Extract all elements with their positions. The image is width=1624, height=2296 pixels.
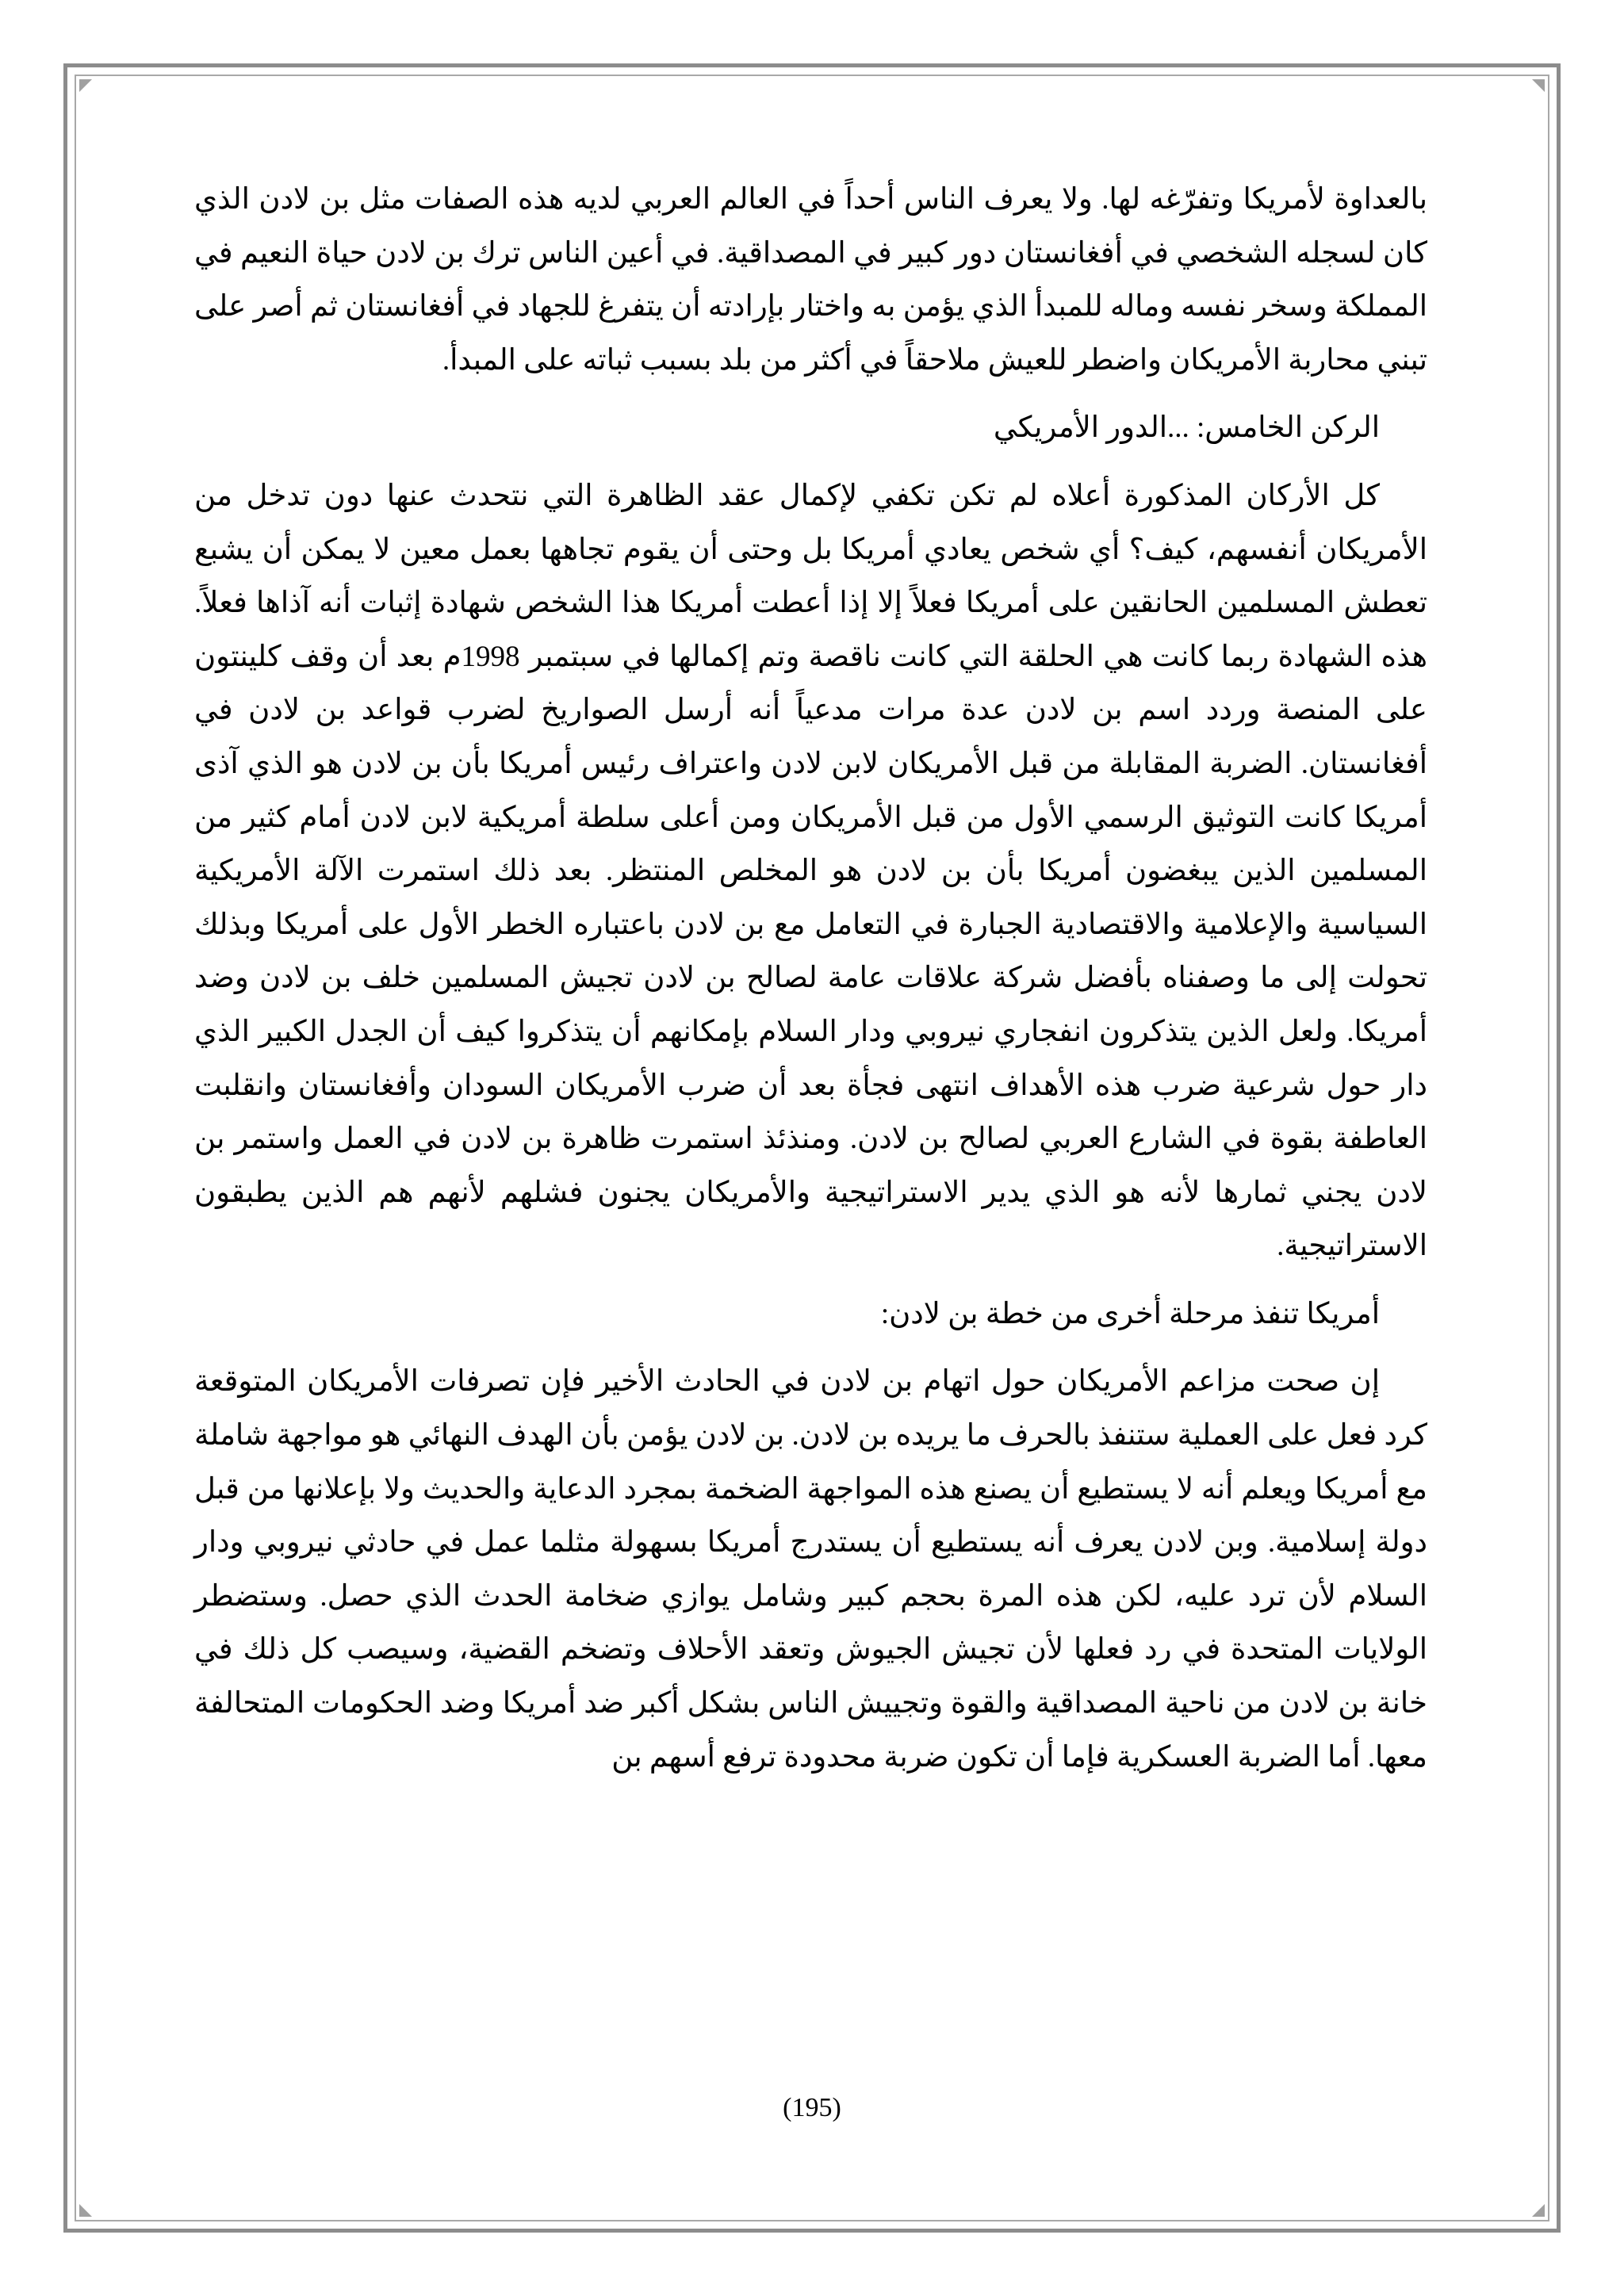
paragraph-american-role: كل الأركان المذكورة أعلاه لم تكن تكفي لإكمال عقد الظاهرة التي نتحدث عنها دون تدخل من الأمريكان أنفسهم، كيف؟ أي شخص يعادي أمريكا بل وحتى أن يقوم تجاهها بعمل معين لا يمكن أن يشبع تعطش المسلمين الحانقين على أمريكا فعلاً إلا إذا أعطت أمريكا هذا الشخص شهادة إثبات أنه آذاها فعلاً. هذه الشهادة ربما كانت هي الحلقة التي كانت ناقصة وتم إكمالها في سبتمبر 1998م بعد أن وقف كلينتون على المنصة وردد اسم بن لادن عدة مرات مدعياً أنه أرسل الصواريخ لضرب قواعد بن لادن في أفغانستان. الضربة المقابلة من قبل الأمريكان لابن لادن واعتراف رئيس أمريكا بأن بن لادن هو الذي آذى أمريكا كانت التوثيق الرسمي الأول من قبل الأمريكان ومن أعلى سلطة أمريكية لابن لادن أمام كثير من المسلمين الذين يبغضون أمريكا بأن بن لادن هو المخلص المنتظر. بعد ذلك استمرت الآلة الأمريكية السياسية والإعلامية والاقتصادية الجبارة في التعامل مع بن لادن باعتباره الخطر الأول على أمريكا وبذلك تحولت إلى ما وصفناه بأفضل شركة علاقات عامة لصالح بن لادن تجيش المسلمين خلف بن لادن وضد أمريكا. ولعل الذين يتذكرون انفجاري نيروبي ودار السلام بإمكانهم أن يتذكروا كيف أن الجدل الكبير الذي دار حول شرعية ضرب هذه الأهداف انتهى فجأة بعد أن ضرب الأمريكان السودان وأفغانستان وانقلبت العاطفة بقوة في الشارع العربي لصالح بن لادن. ومنذئذ استمرت ظاهرة بن لادن في العمل واستمر بن لادن يجني ثمارها لأنه هو الذي يدير الاستراتيجية والأمريكان يجنون فشلهم لأنهم هم الذين يطبقون الاستراتيجية. — [194, 479, 1427, 1263]
corner-ornament-bottom-left — [79, 2204, 92, 2217]
section-heading-fifth-pillar: الركن الخامس: ...الدور الأمريكي — [993, 411, 1380, 445]
section-heading-next-phase: أمريكا تنفذ مرحلة أخرى من خطة بن لادن: — [880, 1297, 1380, 1330]
corner-ornament-top-left — [79, 79, 92, 92]
paragraph-continuation: بالعداوة لأمريكا وتفرّغه لها. ولا يعرف الناس أحداً في العالم العربي لديه هذه الصفات مثل بن لادن الذي كان لسجله الشخصي في أفغانستان دور كبير في المصداقية. في أعين الناس ترك بن لادن حياة النعيم في المملكة وسخر نفسه وماله للمبدأ الذي يؤمن به واختار بإرادته أن يتفرغ للجهاد في أفغانستان ثم أصر على تبني محاربة الأمريكان واضطر للعيش ملاحقاً في أكثر من بلد بسبب ثباته على المبدأ. — [194, 183, 1427, 377]
page-body — [194, 173, 1427, 1784]
corner-ornament-bottom-right — [1532, 2204, 1545, 2217]
paragraph-allegations: إن صحت مزاعم الأمريكان حول اتهام بن لادن في الحادث الأخير فإن تصرفات الأمريكان المتوقعة كرد فعل على العملية ستنفذ بالحرف ما يريده بن لادن. بن لادن يؤمن بأن الهدف النهائي هو مواجهة شاملة مع أمريكا ويعلم أنه لا يستطيع أن يصنع هذه المواجهة الضخمة بمجرد الدعاية والحديث ولا بإعلانها من قبل دولة إسلامية. وبن لادن يعرف أنه يستطيع أن يستدرج أمريكا بسهولة مثلما عمل في حادثي نيروبي ودار السلام لأن ترد عليه، لكن هذه المرة بحجم كبير وشامل يوازي ضخامة الحدث الذي حصل. وستضطر الولايات المتحدة في رد فعلها لأن تجيش الجيوش وتعقد الأحلاف وتضخم القضية، وسيصب كل ذلك في خانة بن لادن من ناحية المصداقية والقوة وتجييش الناس بشكل أكبر ضد أمريكا وضد الحكومات المتحالفة معها. أما الضربة العسكرية فإما أن تكون ضربة محدودة ترفع أسهم بن — [194, 1365, 1427, 1774]
corner-ornament-top-right — [1532, 79, 1545, 92]
page-number: (195) — [783, 2093, 841, 2122]
